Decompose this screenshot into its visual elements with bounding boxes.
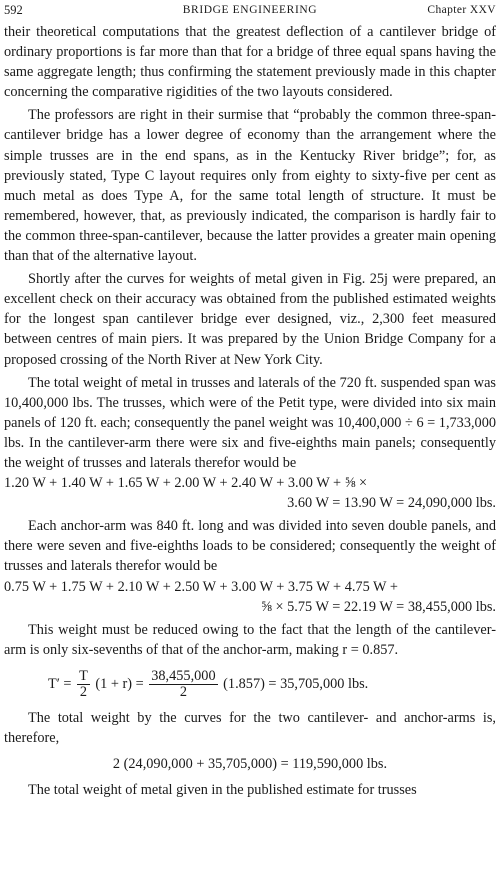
running-title: BRIDGE ENGINEERING — [182, 4, 318, 16]
page-header — [4, 2, 496, 18]
equation-1-line-2: 3.60 W = 13.90 W = 24,090,000 lbs. — [287, 495, 496, 512]
paragraph-2: The professors are right in their surmise that “probably the common three-span-cantilever bridge has a lower degree of economy than the arrangement where the simple trusses are in the end spans, as in the Kentucky River bridge”; for, as previously stated, Type C layout requires only from eighty to sixty-five per cent as much metal as does Type A, for the same total length of structure. It must be remembered, however, that, as previously indicated, the comparison is hardly fair to the common three-span-cantilever, because the latter provides a greater main opening than that of the alternative layout. — [4, 107, 496, 265]
paragraph-5: Each anchor-arm was 840 ft. long and was divided into seven double panels, and there were seven and five-eighths loads to be considered; consequently the weight of trusses and laterals therefor would be — [4, 518, 496, 575]
paragraph-6-text: This weight must be reduced owing to the fact that the length of the cantilever-arm is only six-sevenths of that of the anchor-arm, making — [4, 621, 496, 658]
equation-3-lhs: T′ = — [48, 675, 72, 692]
equation-3-mid: (1 + r) = — [95, 675, 144, 692]
ratio-r: r = 0.857. — [342, 641, 399, 658]
fraction-weight-over-2 — [149, 669, 217, 700]
paragraph-1: their theoretical computations that the greatest deflection of a cantilever bridge of ordinary proportions is far more than that for a bridge of three equal spans having the same aggregate length; thus confirming the statement previously made in this chapter concerning the comparative rigidities of the two layouts considered. — [4, 24, 496, 101]
paragraph-7: The total weight by the curves for the two cantilever- and anchor-arms is, therefore, — [4, 709, 496, 746]
fraction-numerator: T — [79, 668, 88, 685]
paragraph-4: The total weight of metal in trusses and laterals of the 720 ft. suspended span was 10,400,000 lbs. The trusses, which were of the Petit type, were divided into six main panels of 120 ft. each; consequently the panel weight was 10,400,000 ÷ 6 = 1,733,000 lbs. In the cantilever-arm there were six and five-eighths main panels; consequently the weight of trusses and laterals therefor would be — [4, 374, 496, 471]
fraction-denominator: 2 — [79, 684, 88, 701]
paragraph-6 — [4, 620, 496, 660]
fraction-t-over-2 — [77, 669, 90, 700]
page-body — [4, 22, 496, 800]
fraction-numerator: 38,455,000 — [151, 668, 216, 685]
equation-1-line-1: 1.20 W + 1.40 W + 1.65 W + 2.00 W + 2.40 W + 3.00 W + ⅝ × — [4, 475, 368, 492]
chapter-label: Chapter XXV — [427, 4, 496, 16]
paragraph-8: The total weight of metal given in the published estimate for trusses — [28, 782, 417, 799]
equation-2-line-2: ⅝ × 5.75 W = 22.19 W = 38,455,000 lbs. — [261, 598, 496, 615]
paragraph-3: Shortly after the curves for weights of metal given in Fig. 25j were prepared, an excellent check on their accuracy was obtained from the published estimated weights for the longest span cantilever bridge ever designed, viz., 2,300 feet measured between centres of main piers. It was prepared by the Union Bridge Company for a proposed crossing of the North River at New York City. — [4, 271, 496, 368]
equation-3-rhs: (1.857) = 35,705,000 lbs. — [223, 675, 369, 692]
equation-2-line-1: 0.75 W + 1.75 W + 2.10 W + 2.50 W + 3.00 W + 3.75 W + 4.75 W + — [4, 578, 398, 595]
fraction-denominator: 2 — [179, 684, 187, 701]
equation-3 — [4, 660, 496, 708]
equation-4: 2 (24,090,000 + 35,705,000) = 119,590,000 lbs. — [112, 756, 388, 773]
page-number: 592 — [4, 3, 23, 17]
